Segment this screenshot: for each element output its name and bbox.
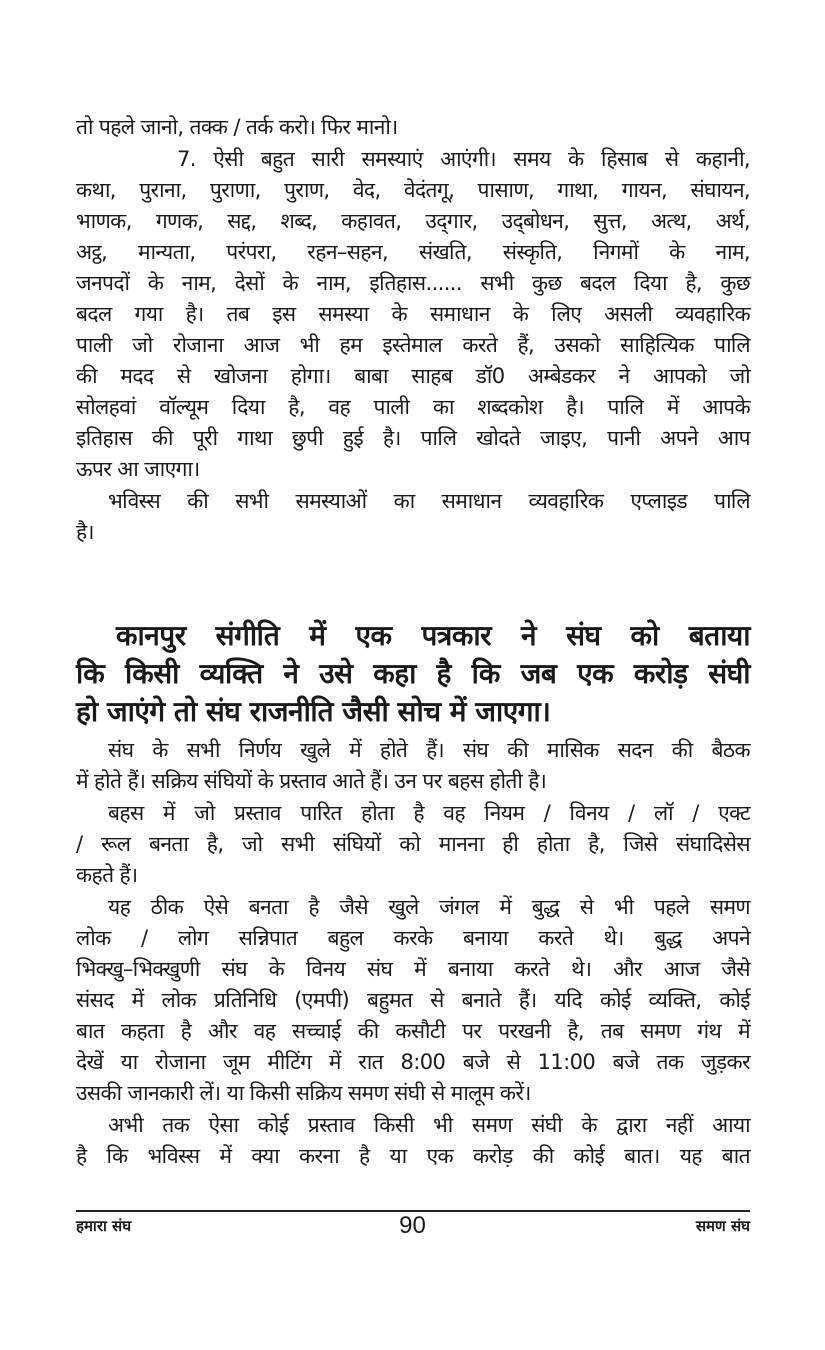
text-line: उसकी जानकारी लें। या किसी सक्रिय समण संघी से मालूम करें। [76, 1081, 531, 1105]
text-line: जनपदों के नाम, देसों के नाम, इतिहास...... सभी कुछ बदल दिया है, कुछ [76, 271, 750, 295]
text-line: है। [76, 520, 94, 544]
text-line: इतिहास की पूरी गाथा छुपी हुई है। पालि खोदते जाइए, पानी अपने आप [76, 426, 750, 450]
text-line: बदल गया है। तब इस समस्या के समाधान के लिए असली व्यवहारिक [76, 302, 750, 326]
text-line: 7. ऐसी बहुत सारी समस्याएं आएंगी। समय के हिसाब से कहानी, [177, 147, 750, 171]
text-line: ऊपर आ जाएगा। [76, 457, 200, 481]
text-line: संघ के सभी निर्णय खुले में होते हैं। संघ की मासिक सदन की बैठक [108, 738, 750, 762]
section-heading-line: कि किसी व्यक्ति ने उसे कहा है कि जब एक करोड़ संघी [76, 657, 750, 690]
text-line: तो पहले जानो, तक्क / तर्क करो। फिर मानो। [76, 115, 398, 139]
text-line: है कि भविस्स में क्या करना है या एक करोड़ की कोई बात। यह बात [76, 1144, 750, 1168]
text-line: पाली जो रोजाना आज भी हम इस्तेमाल करते हैं, उसको साहित्यिक पालि [76, 333, 750, 357]
page-number: 90 [399, 1212, 426, 1239]
text-line: लोक / लोग सन्निपात बहुल करके बनाया करते थे। बुद्ध अपने [76, 926, 750, 950]
text-line: देखें या रोजाना जूम मीटिंग में रात 8:00 बजे से 11:00 बजे तक जुड़कर [76, 1050, 750, 1074]
text-line: बात कहता है और वह सच्चाई की कसौटी पर परखनी है, तब समण गंथ में [76, 1019, 750, 1043]
text-line: / रूल बनता है, जो सभी संघियों को मानना ही होता है, जिसे संघादिसेस [76, 832, 750, 856]
text-line: सोलहवां वॉल्यूम दिया है, वह पाली का शब्दकोश है। पालि में आपके [76, 395, 750, 419]
text-line: की मदद से खोजना होगा। बाबा साहब डॉ0 अम्बेडकर ने आपको जो [76, 364, 750, 388]
text-line: कथा, पुराना, पुराणा, पुराण, वेद, वेदंतगू, पासाण, गाथा, गायन, संघायन, [76, 178, 750, 202]
section-heading-line: कानपुर संगीति में एक पत्रकार ने संघ को बताया [116, 619, 750, 652]
text-line: कहते हैं। [76, 863, 138, 887]
text-line: भाणक, गणक, सद्द, शब्द, कहावत, उद्‌गार, उद्‌बोधन, सुत्त, अत्थ, अर्थ, [76, 209, 750, 233]
footer-book-title: हमारा संघ [76, 1217, 132, 1235]
text-line: भविस्स की सभी समस्याओं का समाधान व्यवहारिक एप्लाइड पालि [108, 489, 750, 513]
text-line: यह ठीक ऐसे बनता है जैसे खुले जंगल में बुद्ध से भी पहले समण [108, 895, 750, 919]
section-heading-line: हो जाएंगे तो संघ राजनीति जैसी सोच में जाएगा। [76, 695, 551, 728]
text-line: अभी तक ऐसा कोई प्रस्ताव किसी भी समण संघी के द्वारा नहीं आया [108, 1113, 750, 1137]
text-line: भिक्खु–भिक्खुणी संघ के विनय संघ में बनाया करते थे। और आज जैसे [76, 957, 750, 981]
text-line: में होते हैं। सक्रिय संघियों के प्रस्ताव आते हैं। उन पर बहस होती है। [76, 769, 547, 793]
text-line: बहस में जो प्रस्ताव पारित होता है वह नियम / विनय / लॉ / एक्ट [108, 801, 750, 825]
text-line: अट्ठ, मान्यता, परंपरा, रहन–सहन, संखति, संस्कृति, निगमों के नाम, [76, 240, 750, 264]
text-line: संसद में लोक प्रतिनिधि (एमपी) बहुमत से बनाते हैं। यदि कोई व्यक्ति, कोई [76, 988, 750, 1012]
footer-publisher: समण संघ [695, 1217, 750, 1235]
